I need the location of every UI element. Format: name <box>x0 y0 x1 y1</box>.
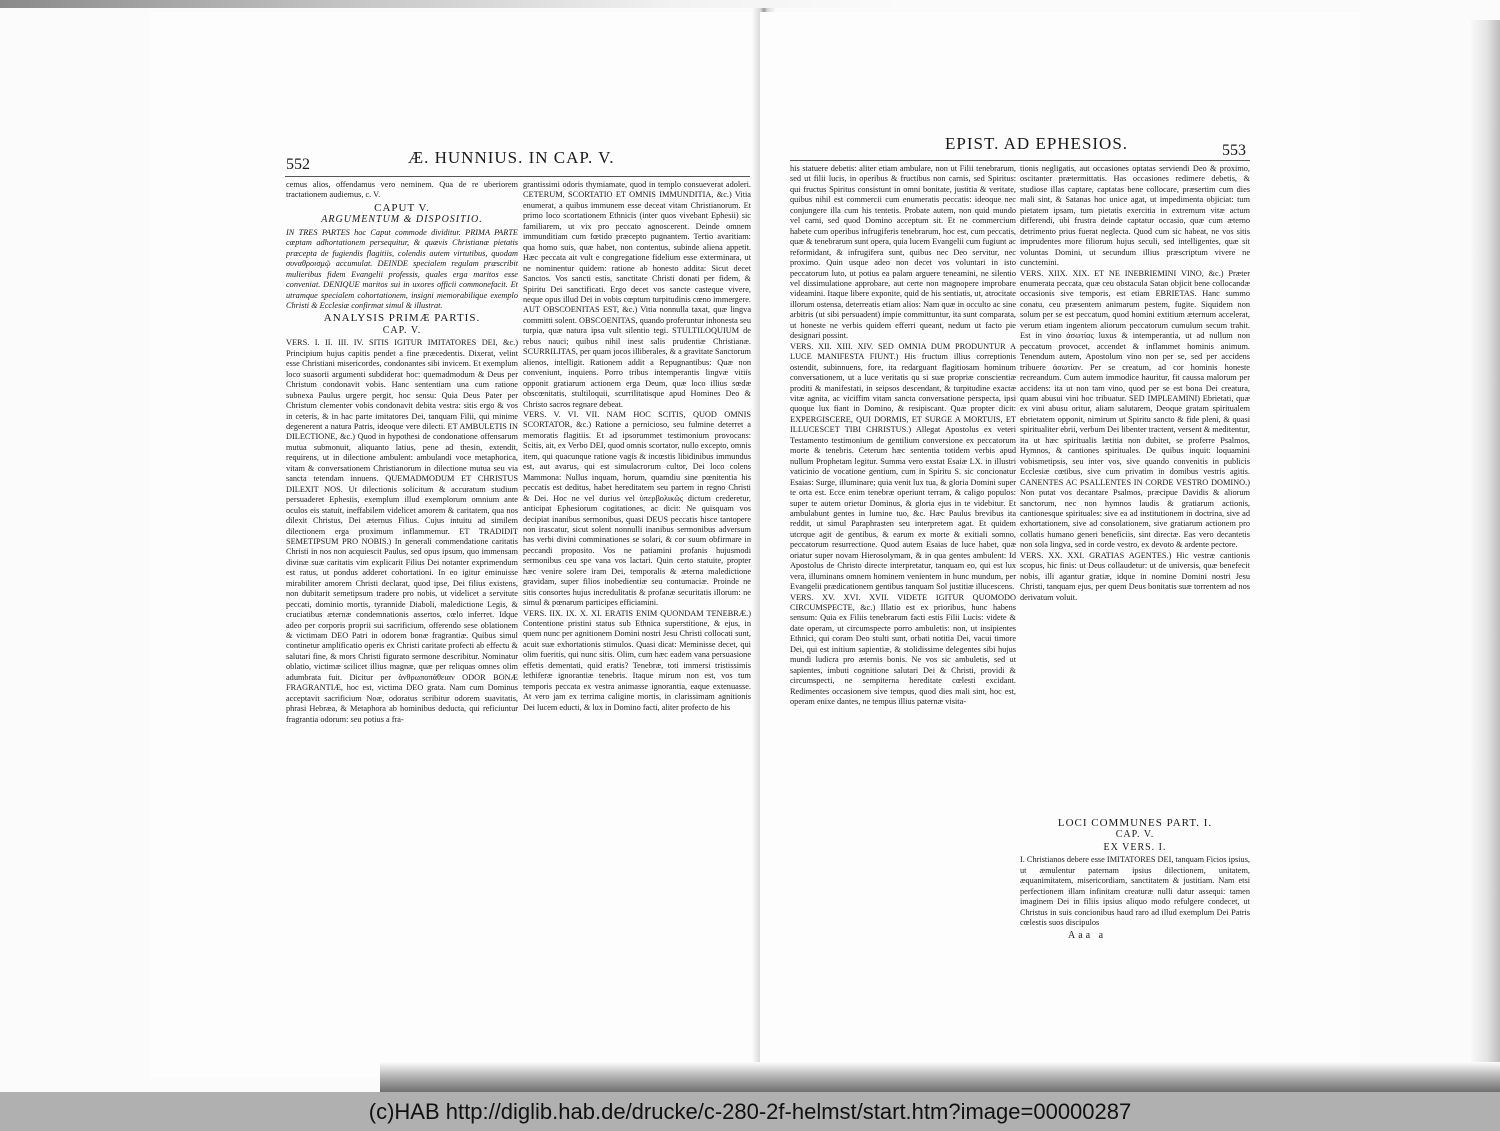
loci-heading: LOCI COMMUNES PART. I. <box>1057 817 1213 829</box>
right-head-rule <box>790 160 1250 161</box>
left-page-number: 552 <box>286 156 310 173</box>
credit-footer <box>0 1092 1500 1131</box>
loci-vers: EX VERS. I. <box>1103 841 1167 853</box>
top-page-edge <box>0 0 1500 8</box>
argumentum-heading: ARGUMENTUM & DISPOSITIO. <box>321 214 483 226</box>
analysis-heading: ANALYSIS PRIMÆ PARTIS. <box>323 312 481 325</box>
caput-heading: CAPUT V. <box>374 201 430 214</box>
credit-url: (c)HAB http://diglib.hab.de/drucke/c-280-2f-helmst/start.htm?image=00000287 <box>368 1098 1132 1124</box>
analysis-cap: CAP. V. <box>382 324 422 336</box>
left-column-1-text: VERS. I. II. III. IV. SITIS IGITUR IMITATORES DEI, &c.) Principium hujus capitis pendet a fine præcedentis. Dixerat, velint esse Christiani misericordes, condonantes sibi invicem. Et exemplum loco suasorii argumenti subdiderat hoc: quemadmodum & Deus per Christum condonavit vobis. Hanc sententiam una cum ratione subnexa Paulus urgere pergit, hoc sensu: Quia Deus Pater per Christum clementer vobis condonavit debita vestra: sitis ergo & vos in ceteris, & in hac parte imitatores Dei, tanquam Filii, qui minime degenerent a natura Patris, ideoque vere dilecti. ET AMBULETIS IN DILECTIONE, &c.) Quod in hypothesi de condonatione offensarum mutua submonuit, aliquanto latius, pene ad thesin, extendit, requirens, ut in dilectione ambulent: ambulandi voce metaphorica, vitam & conversationem Christianorum in dilectione mutua seu via sancta tetendam innuens. QUEMADMODUM ET CHRISTUS DILEXIT NOS. Ut dilectionis solicitum & accuratum studium persuaderet Ephesiis, exemplum illud exemplorum omnium ante oculos eis statuit, ineffabilem videlicet amorem & caritatem, qua nos dilexit Christus, Dei æternus Filius. Cujus intuitu ad similem dilectionem erga proximum inflammemur. ET TRADIDIT SEMETIPSUM PRO NOBIS.) In generali commendatione caritatis Christi in nos non acquiescit Paulus, sed opus ipsum, quo immensam divinæ suæ caritatis vim explicarit Filius Dei notanter exprimendum est ratus, ut pondus adderet cohortationi. In eo igitur eminuisse mirabiliter amorem Christi declarat, quod ipse, Dei filius existens, non dubitarit semetipsum tradere pro nobis, ut videlicet a servitute peccati, dominio mortis, tyrannide Diaboli, maledictione Legis, & cruciatibus æternæ condemnationis assertos, cœlo inferret. Idque adeo per corporis proprii sui sacrificium, offerendo sese oblationem & victimam DEO Patri in odorem bonæ fragrantiæ. Quibus simul continetur amplificatio operis ex Christi caritate profecti ab effectu & salutari fine, & mors Christi figurato sermone describitur. Nominatur oblatio, victimæ scilicet illius magnæ, quæ per reliquas omnes olim adumbrata fuit. Dicitur per ἀνθρωποπάθειαν ODOR BONÆ FRAGRANTIÆ, hoc est, victima DEO grata. Nam cum Dominus acceptavit sacrificium Noæ, odoratus scribitur odorem suavitatis, phrasi Hebræa, & Metaphora ab hominibus deducta, qui reficiuntur fragrantia odorum: seu potius a fra- <box>286 338 518 724</box>
right-column-2 <box>1020 164 1250 984</box>
loci-cap: CAP. V. <box>1115 829 1155 841</box>
bottom-page-edge <box>380 1062 1500 1092</box>
right-page-number: 553 <box>1222 142 1246 159</box>
loci-text: I. Christianos debere esse IMITATORES DEI, tanquam Ficios ipsius, ut æmulentur paternam ipsius dilectionem, unitatem, æquanimitatem, misericordiam, sanctitatem & justitiam. Nam etsi perfectionem illam infinitam creaturæ nulli datur assequi: tamen imaginem Dei in filiis ipsius aliquo modo refulgere condecet, ut Christus in suis concionibus haud raro ad illud exemplum Dei Patris cœlestis suos discipulos <box>1020 855 1250 928</box>
argumentum-text: IN TRES PARTES hoc Caput commode dividitur. PRIMA PARTE cœptam adhortationem persequitur, & quævis Christianæ pietatis præcepta de fugiendis flagitiis, colendis autem virtutibus, quodam συναθροισμῷ accumulat. DEINDE specialem regulam præscribit mulieribus fidem Evangelii professis, quales erga maritos esse conveniat. DENIQUE maritos sui in uxores officii commonefacit. Et utramque specialem cohortationem, insigni memorabilique exemplo Christi & Ecclesiæ confirmat simul & illustrat. <box>286 227 518 310</box>
left-head-rule <box>285 176 750 177</box>
left-column-2 <box>523 180 751 980</box>
left-running-head: Æ. HUNNIUS. IN CAP. V. <box>408 148 615 167</box>
right-column-1 <box>790 164 1016 959</box>
right-page-edge <box>1468 20 1500 1070</box>
right-running-head: EPIST. AD EPHESIOS. <box>945 134 1129 153</box>
left-column-1 <box>286 180 518 980</box>
left-column-2-text: grantissimi odoris thymiamate, quod in templo consueverat adoleri. CETERUM, SCORTATIO ET OMNIS IMMUNDITIA, &c.) Vitia enumerat, a quibus immunem esse deceat vitam Christianorum. Et primo loco scortationem Ethnicis (inter quos vivebant Ephesii) sic familiarem, ut vix pro peccato agnoscerent. Deinde omnem immunditiam cum fœtido præcepto pugnantem. Tertio avaritiam: qua homo suis, quæ habet, non contentus, subinde aliena appetit. Hæc peccata ait vult e congregatione fidelium esse exterminara, ut ne nominentur quidem: ratione ab honesto addita: Sicut decet Sanctos. Vos sancti estis, sanctitate Christi donati per fidem, & Spiritu Dei sanctificati. Ergo decet vos sancte casteque vivere, neque opus illud Dei in vobis cœptum turpitudinis cœno immergere. AUT OBSCOENITAS EST, &c.) Vitia nonnulla taxat, quæ lingva committi solent. OBSCOENITAS, quando proferuntur inhonesta seu turpia, quæ natura ipsa vult silentio tegi. STULTILOQUIUM de rebus nauci; quibus nihil inest salis prudentiæ Christianæ. SCURRILITAS, per quam jocos illiberales, & a gravitate Sanctorum alienos, intelligit. Rationem addit a Repugnantibus: Quæ non conveniunt, inquiens. Porro tribus intemperantis lingvæ vitiis opponit gratiarum actionem erga Deum, quæ loco illius sœdæ obscœnitatis, stultiloquii, scurrilitatisque apud Homines Deo & Christo sacros regnare debeat. VERS. V. VI. VII. NAM HOC SCITIS, QUOD OMNIS SCORTATOR, &c.) Ratione a pernicioso, seu fulmine deterret a memoratis flagitiis. Et ad ipsorummet testimonium provocans: Scitis, ait, ex Verbo DEI, quod omnis scortator, nullo excepto, omnis item, qui quacunque ratione vagis & incœstis libidinibus immundus est, aut avarus, qui est simulacrorum cultor, Dei loco colens Mammona: Nullus inquam, horum, quamdiu sine pœnitentia his peccatis est deditus, habet hereditatem seu partem in regno Christi & Dei. Hoc ne vel durius vel ὑπερβολικῶς dictum crederetur, anticipat Ephesiorum cogitationes, ac dicit: Ne quisquam vos decipiat inanibus sermonibus, quasi DEUS peccatis hisce tantopere non irascatur, sicut solent nonnulli inanibus sermonibus adversum has verbi divini comminationes se solari, & cor suum obfirmare in peccandi proposito. Vos ne patiamini profanis hujusmodi sermonibus ceu spe vana vos lactari. Quin certo statuite, propter hæc venire solere iram Dei, temporalis & æterna maledictione gravidam, super filios inobedientiæ seu contumaciæ. Proinde ne sitis consortes hujus incredulitatis & profanæ securitatis illorum: ne simul & pœnarum participes efficiamini. VERS. IIX. IX. X. XI. ERATIS ENIM QUONDAM TENEBRÆ.) Contentione pristini status sub Ethnica superstitione, & ejus, in quem nunc per agnitionem Domini nostri Jesu Christi collocati sunt, acuit suæ exhortationis stimulos. Quasi dicat: Meminisse decet, qui olim fueritis, qui nunc sitis. Olim, cum hæc eadem vana persuasione effetis dementati, quid eratis? Tenebræ, toti immersi tristissimis lethiferæ ignorantiæ tenebris. Itaque mirum non est, vos tum temporis peccata ex vestra animasse ignorantia, eaque extenuasse. At vero jam ex terrima caligine mortis, in clarissimam agnitionis Dei lucem educti, & lux in Domino facti, aliter profecto de his <box>523 180 751 712</box>
left-intro: cemus alios, offendamus vero neminem. Qua de re uberiorem tractationem audiemus, c. V. <box>286 180 518 200</box>
signature-mark: Aaa a <box>1068 929 1107 941</box>
right-column-1-text: his statuere debetis: aliter etiam ambulare, non ut Filii tenebrarum, sed ut filii lucis, in operibus & fructibus non carnis, sed Spiritus: qui fructus Spiritus consistunt in omni bonitate, justitia & veritate, quibus nihil est commercii cum enumeratis peccatis: ideoque nec conjungere illa cum his tentetis. Probate autem, non quid mundo vel carni, sed quod Domino acceptum sit. Et ne commercium habete cum operibus infrugiferis tenebrarum, hoc est, cum peccatis, quæ & tenebrarum sunt opera, quia lucem Evangelii cum fugiunt ac reformidant, & infrugifera sunt, quibus nec Deo servitur, nec proximo. Quin usque adeo non decet vos voluntari in isto peccatorum luto, ut potius ea palam arguere teneamini, ne silentio vel dissimulatione approbare, aut certe non magnopere improbare videamini. Itaque libere exponite, quid de his sentiatis, ut, atrocitate illorum ostensa, deterreatis etiam alios: Nam quæ in occulto ac sine arbitris (ut sibi persuadent) impie committuntur, ita sunt comparata, ut honeste ne verbis quidem efferri queant, nedum ut facto pie designari possint. VERS. XII. XIII. XIV. SED OMNIA DUM PRODUNTUR A LUCE MANIFESTA FIUNT.) His fructum illius correptionis ostendit, subinnuens, fore, ita redarguant flagitiosam hominum conversationem, ut a luce veritatis qu si suæ propriæ conscientiæ proditi & manifestati, in seipsos descendant, & turpitudine exactæ vitæ agnita, ac viciffim vitam sancta conversatione perspecta, ipsi quoque lux fiant in Domino, & resipiscant. Quæ propter dicit: EXPERGISCERE, QUI DORMIS, ET SURGE A MORTUIS, ET ILLUCESCET TIBI CHRISTUS.) Allegat Apostolus ex veteri Testamento testimonium de gentilium conversione ex peccatorum morte & tenebris. Ceterum hæc sententia totidem verbis apud nullum Prophetam legitur. Summa vero exstat Esaiæ LX. in illustri vaticinio de vocatione gentium, cum in Spiritu S. sic concionatur Esaias: Surge, illuminare; quia venit lux tua, & gloria Domini super te orta est. Ecce enim tenebræ operiunt terram, & caligo populos: super te autem orietur Dominus, & gloria ejus in te videbitur. Et ambulabunt gentes in lumine tuo, &c. Hæc Paulus brevibus ita reddit, ut simul Paraphrasten seu interpretem agat. Et quidem utcrque agit de gentibus, & earum ex morte & exitiali somno, peccatorum resurrectione. Quod autem Esaias de luce habet, quæ oriatur super novam Hierosolymam, & in qua gentes ambulent: Id Apostolus de Christo directe interpretatur, tanquam eo, qui est lux vera, illuminans omnem hominem venientem in hunc mundum, per Evangelii prædicationem gentibus tanquam Sol justitiæ illucescens. VERS. XV. XVI. XVII. VIDETE IGITUR QUOMODO CIRCUMSPECTE, &c.) Illatio est ex prioribus, hunc habens sensum: Quia ex Filiis tenebrarum facti estis Filii Lucis: videte & date operam, ut circumspecte porro ambuletis: non, ut insipientes Ethnici, qui coram Deo stulti sunt, orbati notitia Dei, vacui timore Dei, qui est initium sapientiæ, & stolidissime delegentes sibi hujus mundi ludicra pro æternis bonis. Ne vos sic ambuletis, sed ut sapientes, imbuti cognitione salutari Dei & Christi, providi & circumspecti, ne sempiterna hereditate cœlesti excidant. Redimentes occasionem sive tempus, quod dies mali sint, hoc est, operam enixe dantes, ne tempus illius paternæ visita- <box>790 164 1016 707</box>
right-column-2-text: tionis negligatis, aut occasiones optatas serviendi Deo & proximo, oscitanter prætermittatis. Has occasiones redimere debetis, & studiose illas captare, captatas bene collocare, præsertim cum dies mali sint, & Satanas hoc unice agat, ut impedimenta objiciat: tum pietatem ipsam, tum pietatis exercitia in extremum vitæ actum differendi, ubi frustra deinde captatur occasio, quæ cum æterno detrimento prius fuerat neglecta. Quod cum sic habeat, ne vos sitis imprudentes more filiorum hujus seculi, sed intelligentes, quæ sit voluntas Domini, ut secundum illius præscriptum vivere ne cunctemini. VERS. XIIX. XIX. ET NE INEBRIEMINI VINO, &c.) Præter enumerata peccata, quæ ceu obstacula Satan objicit bene collocandæ occasionis sive temporis, est etiam EBRIETAS. Hanc summo conatu, ceu præsentem animarum pestem, fugite. Siquidem non solum per se est peccatum, quod homini extitium æternum accelerat, verum etiam ingentem aliorum peccatorum cumulum secum trahit. Est in vino ἀσωτίας luxus & intemperantia, ut ad nullum non peccatum provocet, accendet & inflammet hominis animum. Tenendum autem, Apostolum vino non per se, sed per accidens tribuere ἀσωτίαν. Per se creatum, ad cor hominis honeste recreandum. Cum autem immodice hauritur, fit caussa malorum per accidens: ita ut non tam vino, quod per se est bona Dei creatura, quam abusui vini hoc tribuatur. SED IMPLEAMINI) Ebrietati, quæ ex vini abusu oritur, aliam salutarem, Deoque gratam spiritualem ebrietatem opponit, nimirum ut Spiritu sancto & fide pleni, & quasi spiritualiter ebrii, verbum Dei libenter tractent, versent & meditentur, ita ut hæc spiritualis lætitia non dubitet, se proferre Psalmos, Hymnos, & cantiones spirituales. De quibus inquit: loquamini vobismetipsis, seu inter vos, sive quando convenitis in publicis Ecclesiæ cœtibus, sive cum privatim in domibus vestris agitis. CANENTES AC PSALLENTES IN CORDE VESTRO DOMINO.) Non putat vos decantare Psalmos, præcipue Davidis & aliorum sanctorum, nec non hymnos laudis & gratiarum actionis, cantionesque spirituales: sive ea ad institutionem in doctrina, sive ad exhortationem, sive ad consolationem, sive gratiarum actionem pro collatis humano generi beneficiis, sint directæ. Eas vero decantetis non sola lingva, sed in corde vestro, ex devoto & ardente pectore. VERS. XX. XXI. GRATIAS AGENTES.) Hic vestræ cantionis scopus, hic finis: ut Deus collaudetur: ut de universis, quæ benefecit nobis, illi agantur gratiæ, idque in nomine Domini nostri Jesu Christi, tanquam ejus, per quem Deus bonitatis suæ torrentem ad nos derivatum voluit. <box>1020 164 1250 602</box>
